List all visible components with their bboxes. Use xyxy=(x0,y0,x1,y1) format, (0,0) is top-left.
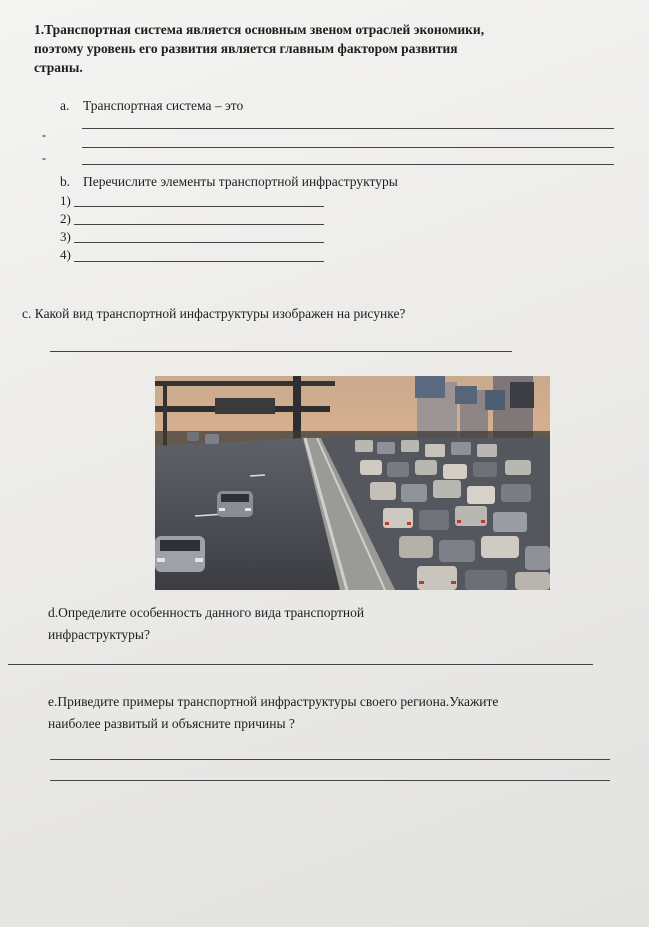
part-e-question-line-1: e.Приведите примеры транспортной инфраструктуры своего региона.Укажите xyxy=(48,694,499,709)
part-d-question-line-2: инфраструктуры? xyxy=(48,627,150,642)
answer-line-a2[interactable] xyxy=(82,147,614,148)
answer-line-c[interactable] xyxy=(50,351,512,352)
list-number-3: 3) xyxy=(60,229,71,244)
bullet-a1: - xyxy=(42,128,46,142)
highway-traffic-photo xyxy=(155,376,550,590)
list-number-1: 1) xyxy=(60,193,71,208)
task-heading-line-3: страны. xyxy=(34,60,83,75)
answer-line-a3[interactable] xyxy=(82,164,614,165)
answer-line-b2[interactable] xyxy=(74,224,324,225)
bullet-a2: - xyxy=(42,151,46,165)
answer-line-e1[interactable] xyxy=(50,759,610,760)
part-b-question: Перечислите элементы транспортной инфраструктуры xyxy=(83,174,398,189)
part-e-question-line-2: наиболее развитый и объясните причины ? xyxy=(48,716,295,731)
answer-line-b3[interactable] xyxy=(74,242,324,243)
task-heading xyxy=(34,20,609,77)
answer-line-a1[interactable] xyxy=(82,128,614,129)
task-heading-line-1: 1.Транспортная система является основным звеном отраслей экономики, xyxy=(34,22,485,37)
part-c-question: c. Какой вид транспортной инфаструктуры изображен на рисунке? xyxy=(22,306,406,321)
part-a-question: Транспортная система – это xyxy=(83,98,244,113)
list-number-2: 2) xyxy=(60,211,71,226)
part-b-label: b. xyxy=(60,174,71,189)
answer-line-b1[interactable] xyxy=(74,206,324,207)
answer-line-d[interactable] xyxy=(8,664,593,665)
task-heading-line-2: поэтому уровень его развития является главным фактором развития xyxy=(34,41,458,56)
part-a-label: a. xyxy=(60,98,70,113)
answer-line-b4[interactable] xyxy=(74,261,324,262)
answer-line-e2[interactable] xyxy=(50,780,610,781)
part-d-question-line-1: d.Определите особенность данного вида транспортной xyxy=(48,605,365,620)
list-number-4: 4) xyxy=(60,247,71,262)
